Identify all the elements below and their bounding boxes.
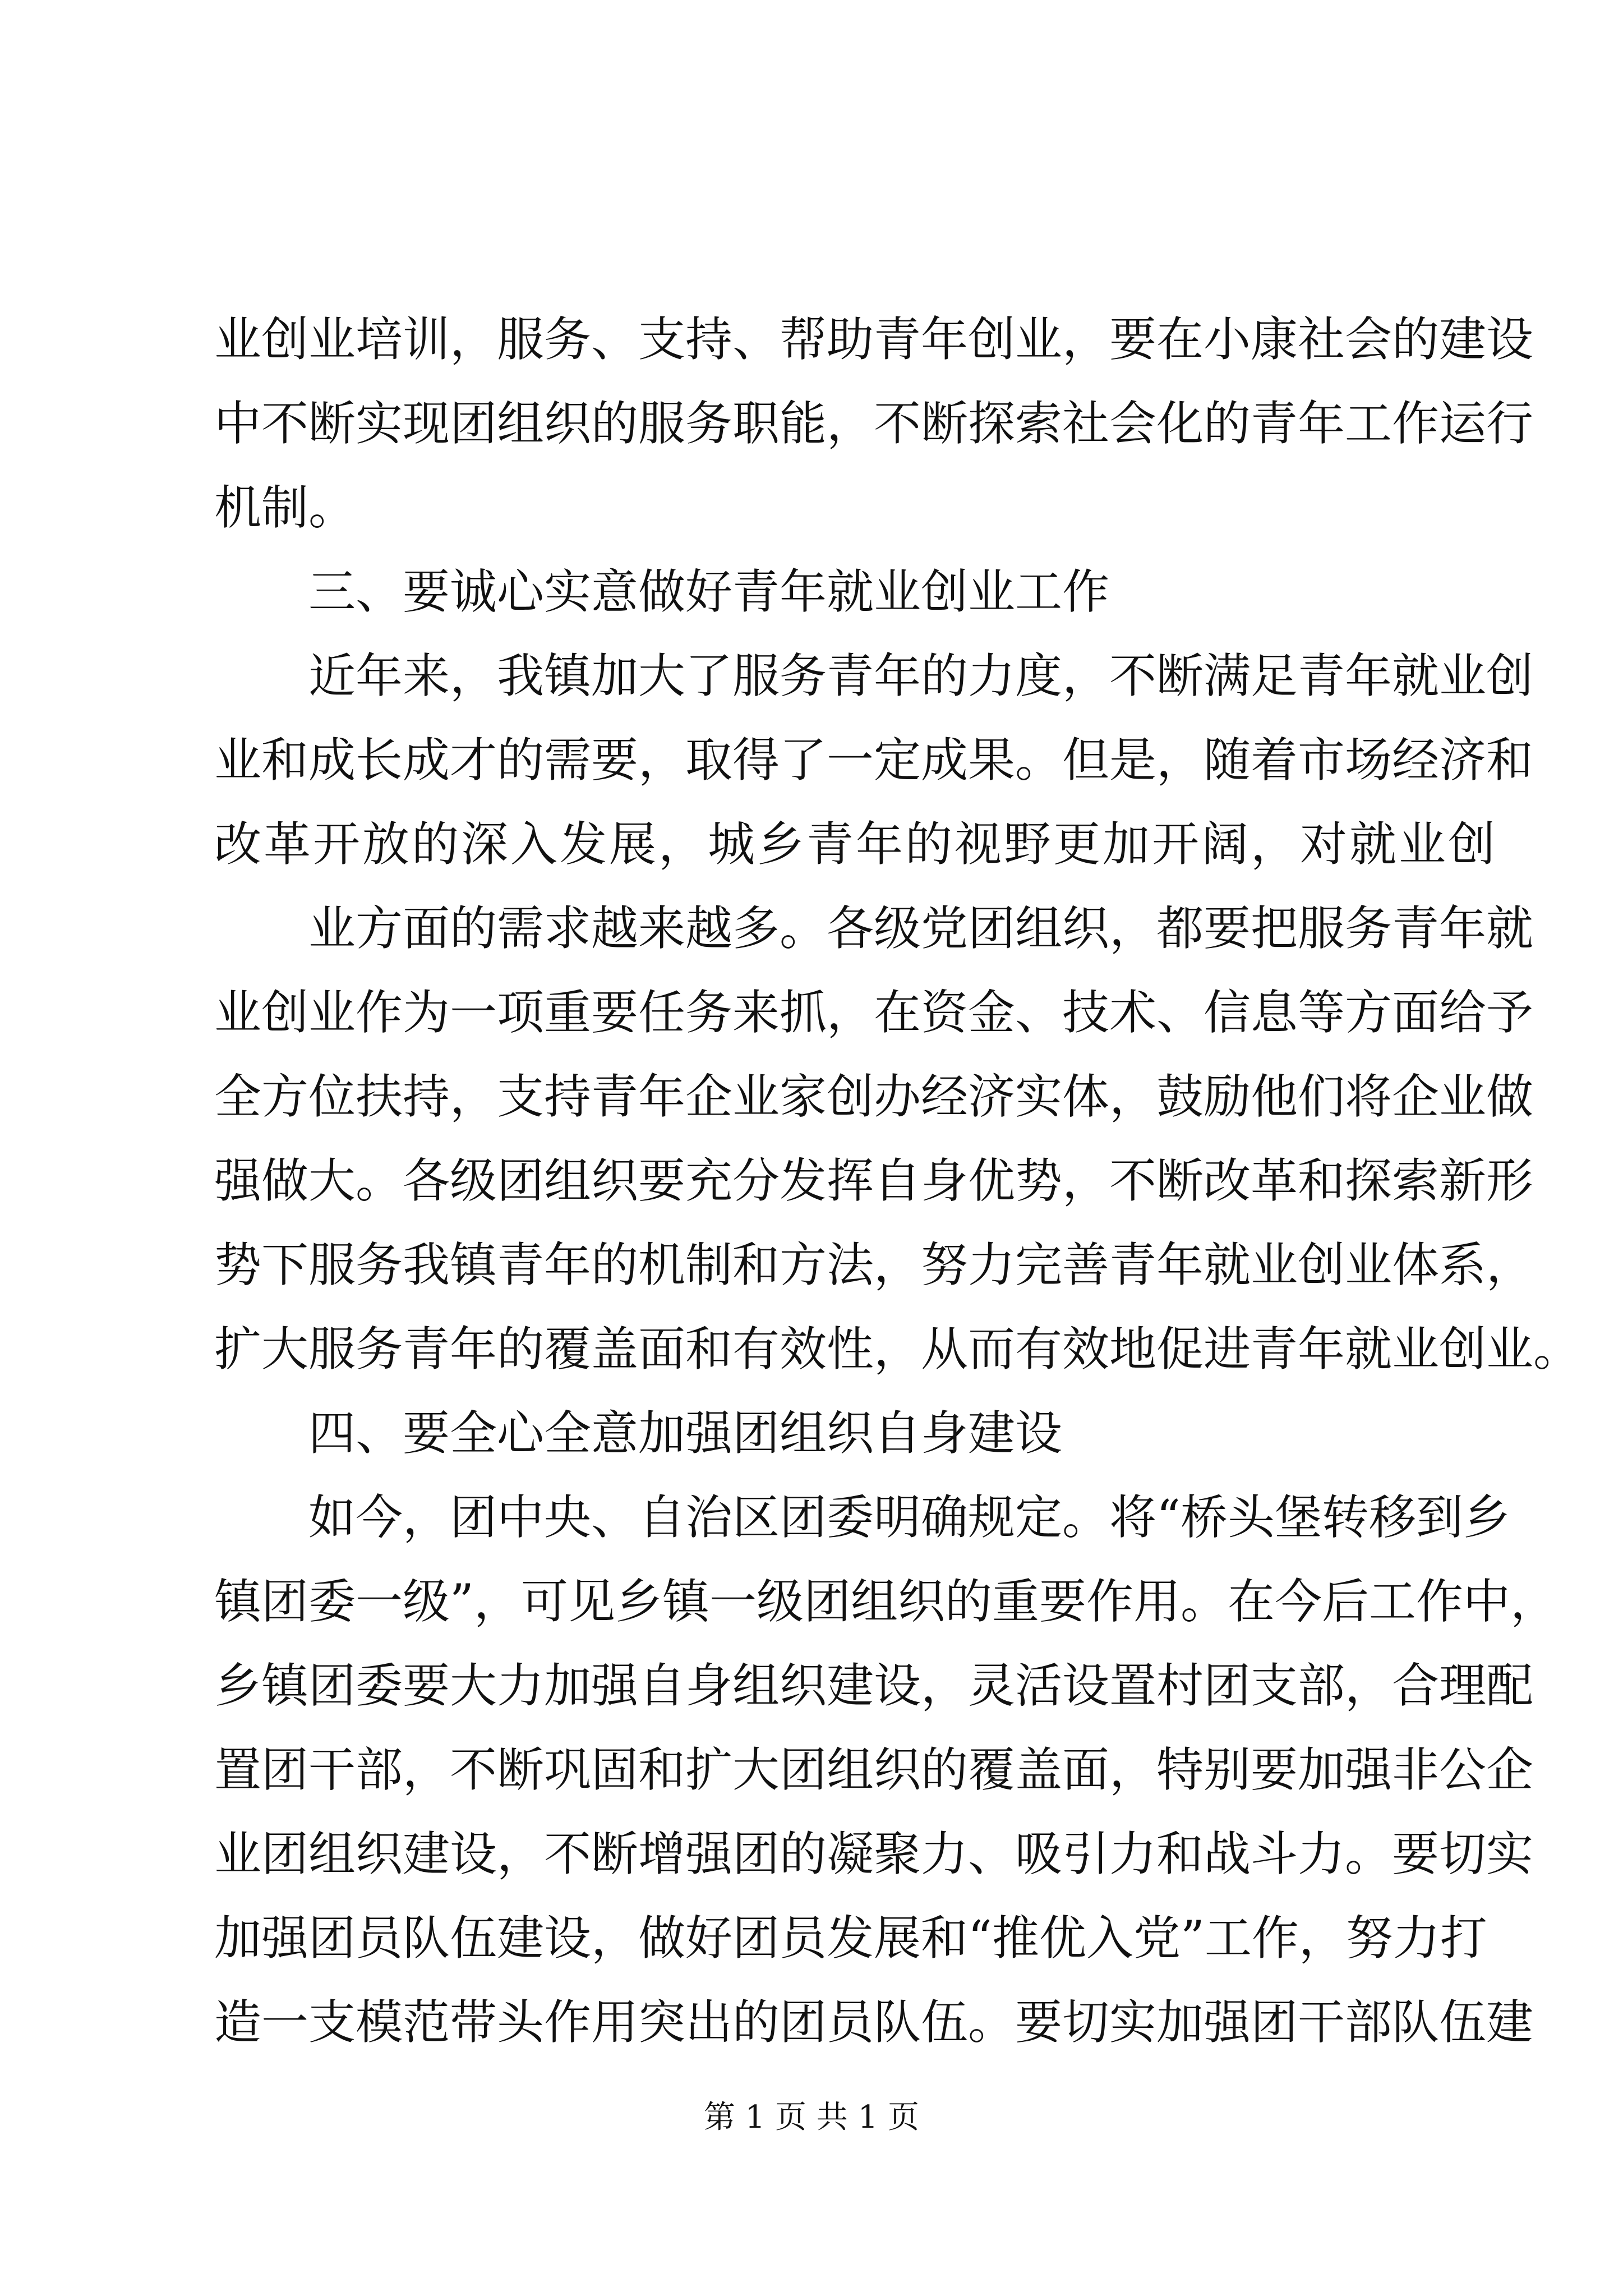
text-line: 加强团员队伍建设，做好团员发展和“推优入党”工作，努力打 <box>214 1911 1487 1966</box>
text-line: 乡镇团委要大力加强自身组织建设，灵活设置村团支部，合理配 <box>214 1658 1534 1713</box>
text-line: 如今，团中央、自治区团委明确规定。将“桥头堡转移到乡 <box>308 1490 1510 1545</box>
section-heading: 四、要全心全意加强团组织自身建设 <box>308 1406 1063 1461</box>
text-line: 势下服务我镇青年的机制和方法，努力完善青年就业创业体系， <box>214 1237 1534 1292</box>
section-heading: 三、要诚心实意做好青年就业创业工作 <box>308 564 1110 619</box>
text-line: 全方位扶持，支持青年企业家创办经济实体，鼓励他们将企业做 <box>214 1069 1534 1124</box>
text-line: 业创业作为一项重要任务来抓，在资金、技术、信息等方面给予 <box>214 985 1534 1040</box>
document-body <box>214 297 1581 2064</box>
text-line: 强做大。各级团组织要充分发挥自身优势，不断改革和探索新形 <box>214 1153 1534 1208</box>
text-line: 业团组织建设，不断增强团的凝聚力、吸引力和战斗力。要切实 <box>214 1826 1534 1881</box>
page-number: 第 1 页 共 1 页 <box>703 2099 920 2136</box>
text-line: 业和成长成才的需要，取得了一定成果。但是，随着市场经济和 <box>214 733 1534 788</box>
text-line: 中不断实现团组织的服务职能，不断探索社会化的青年工作运行 <box>214 396 1534 451</box>
text-line: 业创业培训，服务、支持、帮助青年创业，要在小康社会的建设 <box>214 312 1534 367</box>
text-line: 近年来，我镇加大了服务青年的力度，不断满足青年就业创 <box>308 648 1534 703</box>
text-line: 改革开放的深入发展，城乡青年的视野更加开阔，对就业创 <box>214 817 1498 872</box>
text-line: 扩大服务青年的覆盖面和有效性，从而有效地促进青年就业创业。 <box>214 1322 1581 1377</box>
text-line: 造一支模范带头作用突出的团员队伍。要切实加强团干部队伍建 <box>214 1995 1534 2050</box>
text-line: 业方面的需求越来越多。各级党团组织，都要把服务青年就 <box>308 901 1534 956</box>
text-line: 镇团委一级”，可见乡镇一级团组织的重要作用。在今后工作中， <box>214 1574 1557 1629</box>
text-line: 置团干部，不断巩固和扩大团组织的覆盖面，特别要加强非公企 <box>214 1742 1534 1797</box>
text-line: 机制。 <box>214 480 356 535</box>
